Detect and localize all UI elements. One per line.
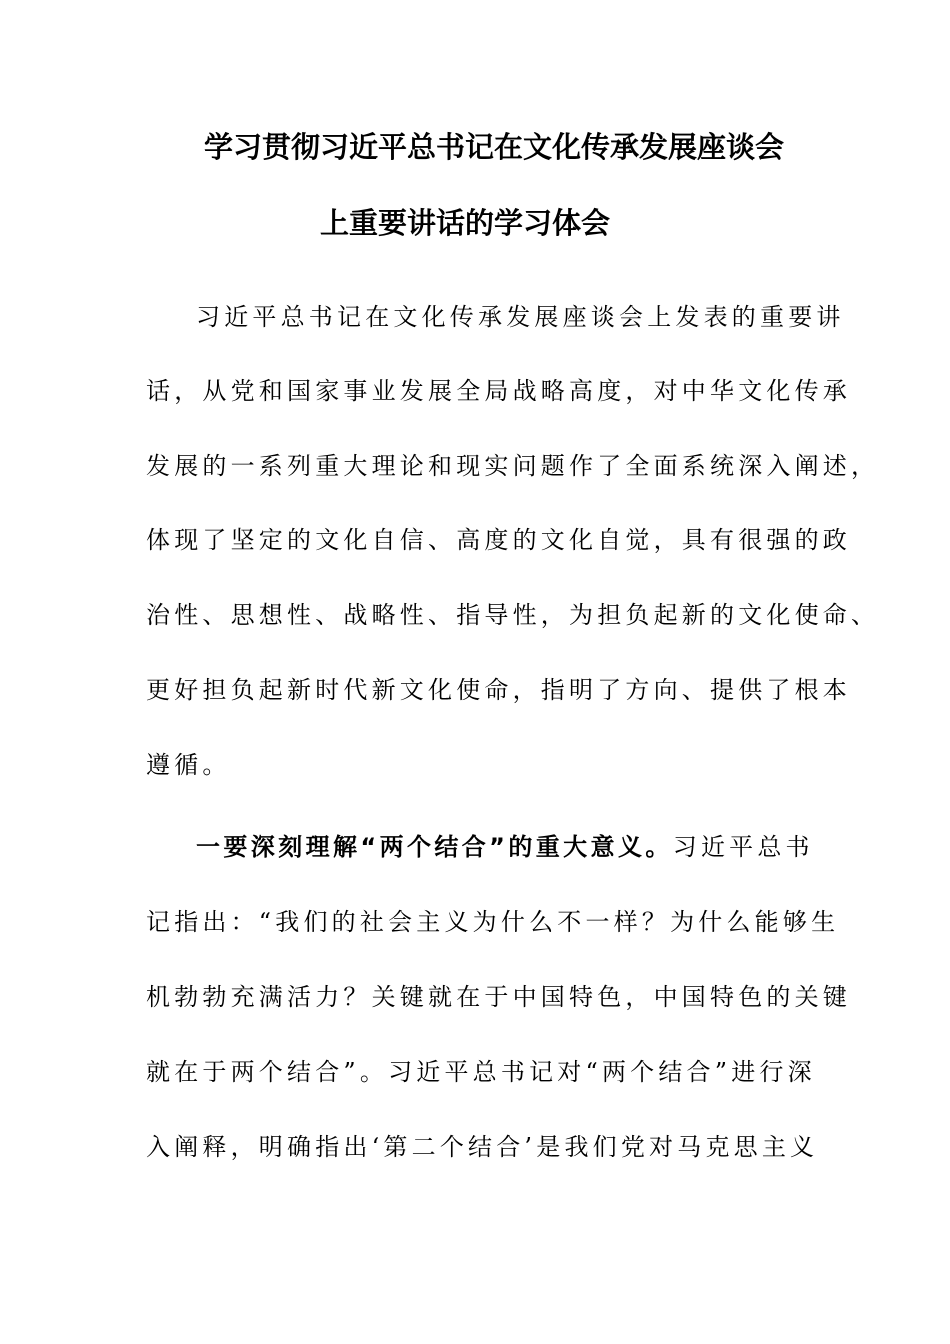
paragraph-2-line-3: 机勃勃充满活力？关键就在于中国特色，中国特色的关键: [146, 983, 851, 1011]
document-title-line-1: 学习贯彻习近平总书记在文化传承发展座谈会: [204, 130, 785, 164]
paragraph-1-line-7: 遵循。: [146, 751, 231, 779]
paragraph-1-line-3: 发展的一系列重大理论和现实问题作了全面系统深入阐述，: [146, 452, 880, 480]
paragraph-1-line-2: 话，从党和国家事业发展全局战略高度，对中华文化传承: [146, 377, 851, 405]
paragraph-2-line-5: 入阐释，明确指出‘第二个结合’是我们党对马克思主义: [146, 1133, 819, 1161]
paragraph-1-line-6: 更好担负起新时代新文化使命，指明了方向、提供了根本: [146, 676, 851, 704]
document-title-line-2: 上重要讲话的学习体会: [320, 206, 611, 240]
paragraph-2-line-2: 记指出：“我们的社会主义为什么不一样？为什么能够生: [146, 908, 840, 936]
paragraph-1-line-1: 习近平总书记在文化传承发展座谈会上发表的重要讲: [196, 303, 845, 331]
paragraph-2-line-4: 就在于两个结合”。习近平总书记对“两个结合”进行深: [146, 1058, 816, 1086]
section-heading: 一要深刻理解“两个结合”的重大意义。: [196, 833, 673, 861]
paragraph-2-line-1: [196, 835, 814, 859]
paragraph-2-line-1-rest: 习近平总书: [672, 833, 814, 861]
paragraph-1-line-5: 治性、思想性、战略性、指导性，为担负起新的文化使命、: [146, 601, 880, 629]
paragraph-1-line-4: 体现了坚定的文化自信、高度的文化自觉，具有很强的政: [146, 526, 851, 554]
